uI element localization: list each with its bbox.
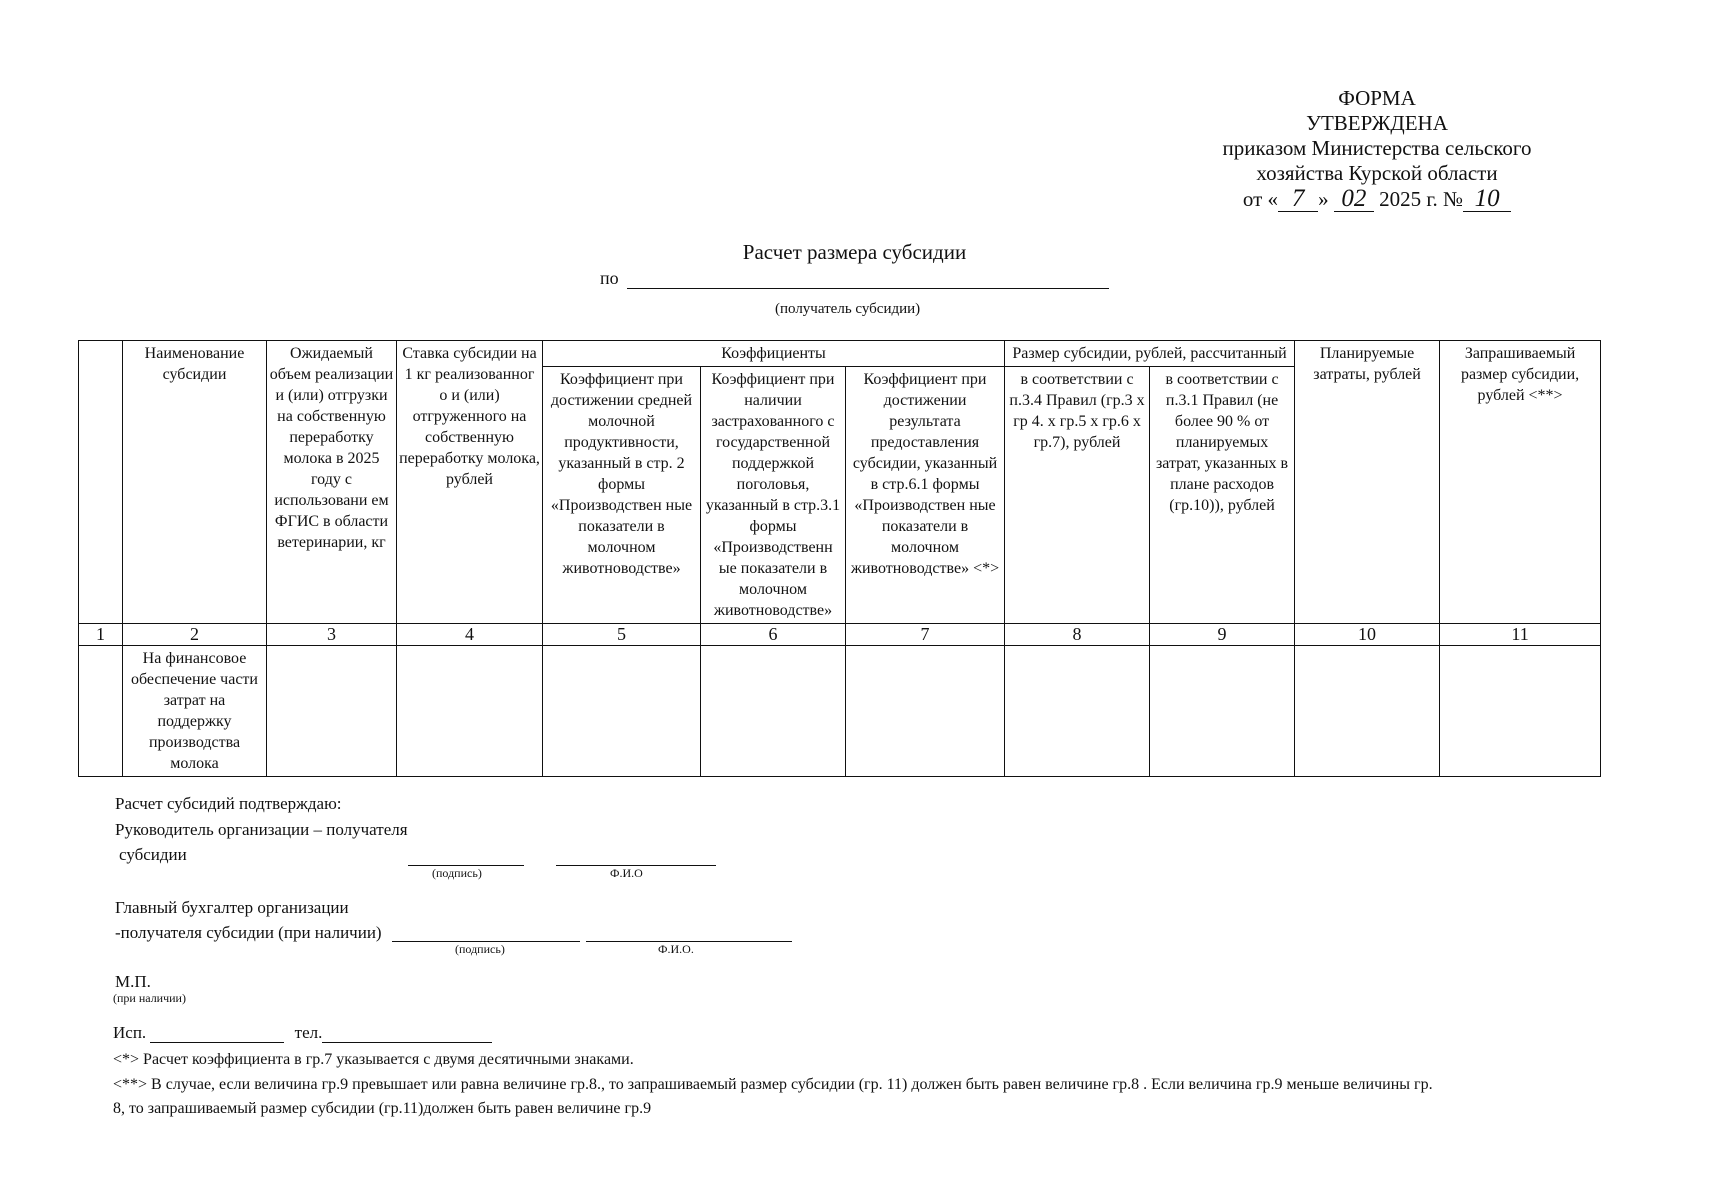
note-2-line2: 8, то запрашиваемый размер субсидии (гр.11)должен быть равен величине гр.9 bbox=[113, 1100, 652, 1117]
head-fio-line[interactable] bbox=[556, 848, 716, 866]
header-col4: Ставка субсидии на 1 кг реализованног о и (или) отгруженного на собственную переработку молока, рублей bbox=[397, 341, 543, 624]
phone-label: тел. bbox=[294, 1023, 323, 1042]
cell-planned-costs[interactable] bbox=[1295, 646, 1440, 777]
date-prefix: от « bbox=[1242, 187, 1279, 211]
cell-size-p34[interactable] bbox=[1005, 646, 1150, 777]
head-line1: Руководитель организации – получателя bbox=[115, 820, 408, 839]
phone-field[interactable] bbox=[322, 1026, 492, 1043]
stamp-label: М.П. bbox=[115, 972, 151, 991]
header-col2: Наименование субсидии bbox=[123, 341, 267, 624]
executor-label: Исп. bbox=[113, 1023, 147, 1042]
cell-coef-productivity[interactable] bbox=[543, 646, 701, 777]
colnum-7: 7 bbox=[846, 624, 1005, 646]
cell-size-p31[interactable] bbox=[1150, 646, 1295, 777]
confirm-text: Расчет субсидий подтверждаю: bbox=[115, 794, 342, 813]
header-col3: Ожидаемый объем реализации и (или) отгрузки на собственную переработку молока в 2025 году с использовани ем ФГИС в области ветеринарии, кг bbox=[267, 341, 397, 624]
accountant-signature-line[interactable] bbox=[392, 924, 580, 942]
approval-form-label: ФОРМА bbox=[1338, 86, 1416, 110]
recipient-field[interactable] bbox=[627, 270, 1109, 289]
header-col9: в соответствии с п.3.1 Правил (не более 90 % от планируемых затрат, указанных в плане расходов (гр.10)), рублей bbox=[1150, 367, 1295, 624]
colnum-10: 10 bbox=[1295, 624, 1440, 646]
colnum-3: 3 bbox=[267, 624, 397, 646]
head-signature-label: (подпись) bbox=[432, 866, 482, 880]
stamp-note: (при наличии) bbox=[113, 991, 186, 1005]
approval-order-line: приказом Министерства сельского bbox=[1222, 136, 1532, 160]
header-col7: Коэффициент при достижении результата предоставления субсидии, указанный в стр.6.1 формы «Производствен ные показатели в молочном животноводстве» <*> bbox=[846, 367, 1005, 624]
header-col6: Коэффициент при наличии застрахованного с государственной поддержкой поголовья, указанный в стр.3.1 формы «Производственн ые показатели в молочном животноводстве» bbox=[701, 367, 846, 624]
approval-approved-label: УТВЕРЖДЕНА bbox=[1306, 111, 1448, 135]
column-number-row bbox=[79, 624, 1601, 646]
header-col10: Планируемые затраты, рублей bbox=[1295, 341, 1440, 624]
page-title: Расчет размера субсидии bbox=[742, 240, 967, 264]
note-2-line1: <**> В случае, если величина гр.9 превышает или равна величине гр.8., то запрашиваемый размер субсидии (гр. 11) должен быть равен величине гр.8 . Если величина гр.9 меньше величины гр. bbox=[113, 1076, 1433, 1093]
accountant-line1: Главный бухгалтер организации bbox=[115, 898, 349, 917]
cell-rate[interactable] bbox=[397, 646, 543, 777]
cell-subsidy-name: На финансовое обеспечение части затрат на поддержку производства молока bbox=[123, 646, 267, 777]
cell-coef-insurance[interactable] bbox=[701, 646, 846, 777]
date-month: 02 bbox=[1334, 186, 1374, 212]
header-col5: Коэффициент при достижении средней молочной продуктивности, указанный в стр. 2 формы «Производствен ные показатели в молочном животноводстве» bbox=[543, 367, 701, 624]
colnum-2: 2 bbox=[123, 624, 267, 646]
accountant-line2: -получателя субсидии (при наличии) bbox=[115, 923, 382, 942]
head-fio-label: Ф.И.О bbox=[610, 866, 643, 880]
date-day: 7 bbox=[1278, 186, 1318, 212]
colnum-11: 11 bbox=[1440, 624, 1601, 646]
head-line2: субсидии bbox=[119, 845, 187, 864]
subsidy-table bbox=[78, 340, 1601, 777]
date-mid: » bbox=[1318, 187, 1329, 211]
recipient-line bbox=[600, 268, 1109, 289]
recipient-prefix: по bbox=[600, 268, 619, 288]
executor-line bbox=[113, 1023, 492, 1043]
date-year: 2025 г. № bbox=[1379, 187, 1464, 211]
order-number: 10 bbox=[1463, 186, 1511, 212]
executor-field[interactable] bbox=[150, 1026, 284, 1043]
cell-requested-size[interactable] bbox=[1440, 646, 1601, 777]
cell-volume[interactable] bbox=[267, 646, 397, 777]
approval-ministry-line: хозяйства Курской области bbox=[1256, 161, 1498, 185]
colnum-8: 8 bbox=[1005, 624, 1150, 646]
colnum-6: 6 bbox=[701, 624, 846, 646]
colnum-5: 5 bbox=[543, 624, 701, 646]
note-1: <*> Расчет коэффициента в гр.7 указывается с двумя десятичными знаками. bbox=[113, 1051, 634, 1068]
accountant-fio-line[interactable] bbox=[586, 924, 792, 942]
header-col8: в соответствии с п.3.4 Правил (гр.3 х гр 4. х гр.5 х гр.6 х гр.7), рублей bbox=[1005, 367, 1150, 624]
colnum-1: 1 bbox=[79, 624, 123, 646]
recipient-note: (получатель субсидии) bbox=[775, 301, 921, 317]
colnum-4: 4 bbox=[397, 624, 543, 646]
accountant-fio-label: Ф.И.О. bbox=[658, 942, 694, 956]
header-row-1 bbox=[79, 341, 1601, 367]
approval-block bbox=[1167, 86, 1587, 212]
accountant-signature-label: (подпись) bbox=[455, 942, 505, 956]
header-col1 bbox=[79, 341, 123, 624]
cell-coef-result[interactable] bbox=[846, 646, 1005, 777]
cell-num[interactable] bbox=[79, 646, 123, 777]
header-subsidy-size: Размер субсидии, рублей, рассчитанный bbox=[1005, 341, 1295, 367]
header-coefficients: Коэффициенты bbox=[543, 341, 1005, 367]
approval-date-line bbox=[1167, 186, 1587, 212]
header-col11: Запрашиваемый размер субсидии, рублей <**> bbox=[1440, 341, 1601, 624]
table-row bbox=[79, 646, 1601, 777]
head-signature-line[interactable] bbox=[408, 848, 524, 866]
colnum-9: 9 bbox=[1150, 624, 1295, 646]
